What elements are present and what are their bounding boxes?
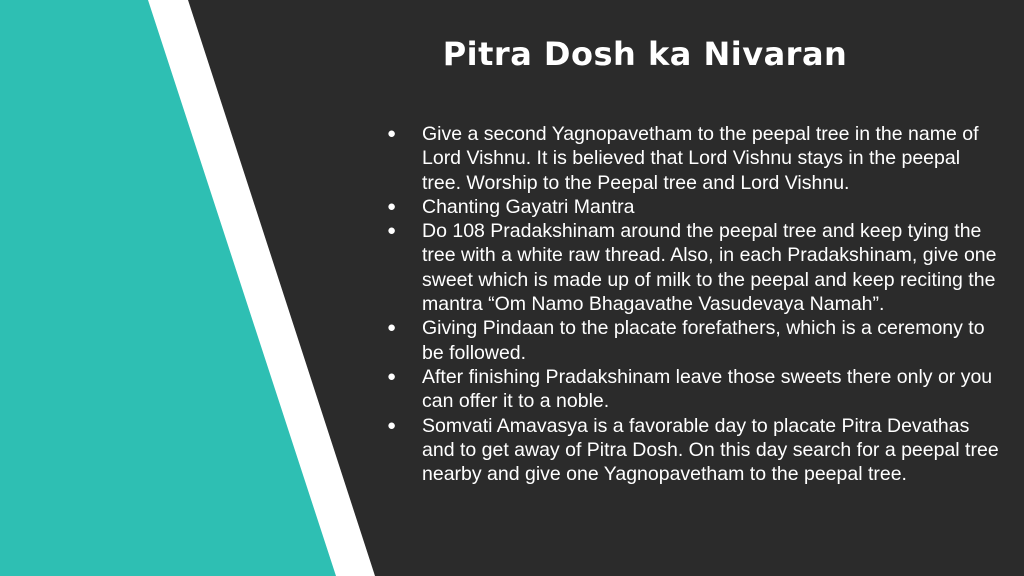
bullet-item bbox=[385, 219, 1003, 316]
bullet-dot-icon: ● bbox=[387, 197, 397, 215]
bullet-dot-icon: ● bbox=[387, 319, 397, 337]
bullet-dot-icon: ● bbox=[387, 222, 397, 240]
bullet-item bbox=[385, 365, 1003, 414]
bullet-text: After finishing Pradakshinam leave those sweets there only or you can offer it to a noble. bbox=[422, 365, 993, 413]
bullet-text: Do 108 Pradakshinam around the peepal tree and keep tying the tree with a white raw thread. Also, in each Pradakshinam, give one sweet which is made up of milk to the peepal and keep reciting the mantra “Om Namo Bhagavathe Vasudevaya Namah”. bbox=[422, 220, 997, 316]
teal-panel bbox=[0, 0, 336, 576]
bullet-item bbox=[385, 414, 1003, 487]
bullet-item bbox=[385, 316, 1003, 365]
bullet-item bbox=[385, 122, 1003, 195]
slide-title: Pitra Dosh ka Nivaran bbox=[442, 35, 848, 73]
bullet-text: Chanting Gayatri Mantra bbox=[422, 195, 635, 218]
bullet-dot-icon: ● bbox=[387, 367, 397, 385]
bullet-text: Give a second Yagnopavetham to the peepal tree in the name of Lord Vishnu. It is believed that Lord Vishnu stays in the peepal tree. Worship to the Peepal tree and Lord Vishnu. bbox=[422, 123, 979, 194]
bullet-dot-icon: ● bbox=[387, 125, 397, 142]
bullet-text: Giving Pindaan to the placate forefathers, which is a ceremony to be followed. bbox=[422, 317, 985, 364]
bullet-list bbox=[385, 122, 1003, 486]
bullet-dot-icon: ● bbox=[387, 416, 397, 434]
bullet-text: Somvati Amavasya is a favorable day to placate Pitra Devathas and to get away of Pitra Dosh. On this day search for a peepal tree nearby and give one Yagnopavetham to the peepal tree. bbox=[422, 414, 999, 486]
bullet-item bbox=[385, 195, 1003, 219]
